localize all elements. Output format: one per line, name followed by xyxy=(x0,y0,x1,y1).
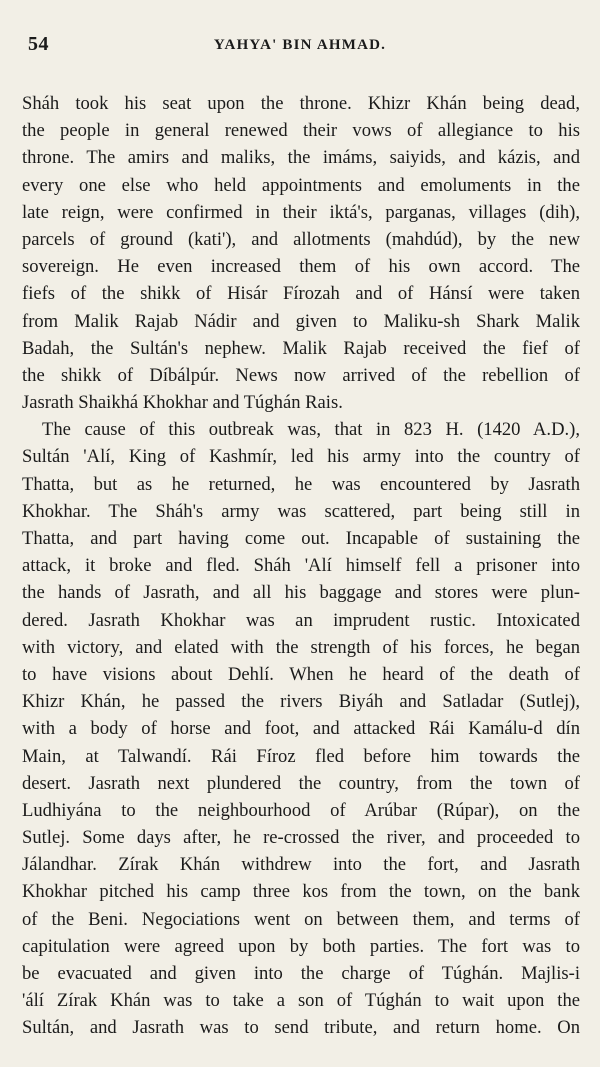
text-line: Thatta, but as he returned, he was encountered by Jasrath xyxy=(22,473,580,495)
text-line: throne. The amirs and maliks, the imáms, saiyids, and kázis, and xyxy=(22,147,580,169)
text-line: fiefs of the shikk of Hisár Fírozah and of Hánsí were taken xyxy=(22,283,580,305)
text-line: The cause of this outbreak was, that in 823 H. (1420 A.D.), xyxy=(42,419,580,441)
text-line: Ludhiyána to the neighbourhood of Arúbar (Rúpar), on the xyxy=(22,799,580,821)
text-line: with victory, and elated with the strength of his forces, he began xyxy=(22,636,580,658)
text-line: parcels of ground (kati'), and allotments (mahdúd), by the new xyxy=(22,228,580,250)
text-line: late reign, were confirmed in their iktá's, parganas, villages (dih), xyxy=(22,201,580,223)
text-line: Sultán, and Jasrath was to send tribute, and return home. On xyxy=(22,1017,580,1039)
text-line: Jasrath Shaikhá Khokhar and Túghán Rais. xyxy=(22,392,343,414)
text-line: the shikk of Díbálpúr. News now arrived of the rebellion of xyxy=(22,364,580,386)
text-line: Main, at Talwandí. Rái Fíroz fled before him towards the xyxy=(22,745,580,767)
text-line: attack, it broke and fled. Sháh 'Alí himself fell a prisoner into xyxy=(22,555,580,577)
text-line: Sutlej. Some days after, he re-crossed the river, and proceeded to xyxy=(22,827,580,849)
text-line: Sultán 'Alí, King of Kashmír, led his army into the country of xyxy=(22,446,580,468)
running-head-title: YAHYA' BIN AHMAD. xyxy=(213,37,387,53)
text-line: Sháh took his seat upon the throne. Khizr Khán being dead, xyxy=(22,93,580,114)
text-line: the people in general renewed their vows of allegiance to his xyxy=(22,120,580,142)
text-line: capitulation were agreed upon by both parties. The fort was to xyxy=(22,935,580,957)
text-line: every one else who held appointments and emoluments in the xyxy=(22,174,580,196)
text-line: Khokhar. The Sháh's army was scattered, part being still in xyxy=(22,500,580,522)
text-line: Badah, the Sultán's nephew. Malik Rajab received the fief of xyxy=(22,337,580,359)
text-line: Khokhar pitched his camp three kos from the town, on the bank xyxy=(22,881,580,903)
text-line: Jálandhar. Zírak Khán withdrew into the fort, and Jasrath xyxy=(22,854,580,876)
text-line: to have visions about Dehlí. When he heard of the death of xyxy=(22,663,580,685)
text-line: sovereign. He even increased them of his own accord. The xyxy=(22,256,580,278)
text-line: Khizr Khán, he passed the rivers Biyáh and Satladar (Sutlej), xyxy=(22,691,580,713)
page-number: 54 xyxy=(28,33,49,55)
body-text xyxy=(22,90,580,1042)
text-line: dered. Jasrath Khokhar was an imprudent rustic. Intoxicated xyxy=(22,609,580,631)
text-line: the hands of Jasrath, and all his baggage and stores were plun- xyxy=(22,582,580,604)
text-line: with a body of horse and foot, and attacked Rái Kamálu-d dín xyxy=(22,718,580,740)
text-line: be evacuated and given into the charge of Túghán. Majlis-i xyxy=(22,963,580,984)
text-line: 'álí Zírak Khán was to take a son of Túghán to wait upon the xyxy=(22,990,580,1012)
running-head xyxy=(22,33,578,59)
text-line: from Malik Rajab Nádir and given to Maliku-sh Shark Malik xyxy=(22,310,580,332)
text-line: desert. Jasrath next plundered the country, from the town of xyxy=(22,772,580,794)
text-line: Thatta, and part having come out. Incapable of sustaining the xyxy=(22,528,580,549)
text-line: of the Beni. Negociations went on between them, and terms of xyxy=(22,908,580,930)
